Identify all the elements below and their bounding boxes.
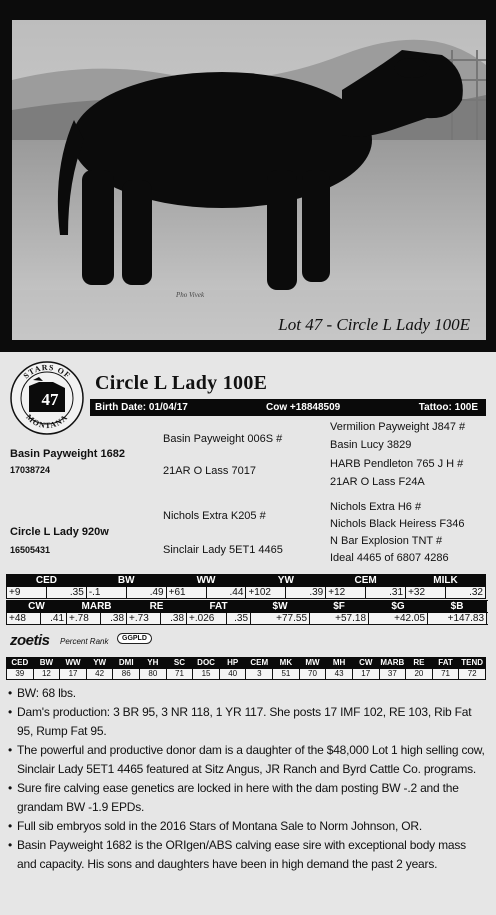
rank-header: MW [299, 658, 326, 669]
lot-number: 47 [41, 390, 59, 409]
rank-value: 40 [219, 669, 246, 680]
note-item: • BW: 68 lbs. [8, 684, 488, 703]
epd-header: FAT [187, 601, 251, 613]
rank-header: YW [86, 658, 113, 669]
index-value: +42.05 [369, 613, 428, 625]
epd-accuracy: .39 [286, 587, 326, 599]
zoetis-row [10, 632, 310, 650]
pedigree-sdd: 21AR O Lass F24A [330, 476, 425, 488]
rank-value: 39 [7, 669, 34, 680]
epd-accuracy: .35 [46, 587, 86, 599]
epd-value: +102 [246, 587, 286, 599]
rank-value: 86 [113, 669, 140, 680]
pedigree-dam-dam: Sinclair Lady 5ET1 4465 [163, 544, 283, 556]
epd-accuracy: .49 [126, 587, 166, 599]
pedigree-ssd: Basin Lucy 3829 [330, 439, 412, 451]
epd-header: CED [7, 575, 87, 587]
pedigree-dss: Nichols Extra H6 # [330, 501, 422, 513]
note-item: • Basin Payweight 1682 is the ORIgen/ABS calving ease sire with exceptional body mass and capacity. His sons and daughters have been in high demand the past 2 years. [8, 836, 488, 874]
rank-header: RE [406, 658, 433, 669]
pedigree-sds: HARB Pendleton 765 J H # [330, 458, 464, 470]
rank-value: 42 [86, 669, 113, 680]
rank-value: 15 [193, 669, 220, 680]
rank-value: 17 [60, 669, 87, 680]
epd-value: +9 [7, 587, 47, 599]
notes-list [8, 684, 488, 874]
epd-accuracy: .31 [366, 587, 406, 599]
index-value: +77.55 [251, 613, 310, 625]
note-item: • The powerful and productive donor dam is a daughter of the $48,000 Lot 1 high selling cow, Sinclair Lady 5ET1 4465 featured at Sitz Angus, JR Ranch and Byrd Cattle Co. programs. [8, 741, 488, 779]
rank-header: CW [352, 658, 379, 669]
epd-value: +.73 [127, 613, 161, 625]
note-item: • Sure fire calving ease genetics are locked in here with the dam posting BW -.2 and the grandam BW -1.9 EPDs. [8, 779, 488, 817]
epd-value: -.1 [86, 587, 126, 599]
rank-value: 80 [140, 669, 167, 680]
index-value: +57.18 [310, 613, 369, 625]
epd-accuracy: .41 [41, 613, 67, 625]
photo-caption: Lot 47 - Circle L Lady 100E [278, 315, 470, 334]
rank-value: 20 [406, 669, 433, 680]
epd-value: +12 [326, 587, 366, 599]
cow-photo [12, 20, 486, 340]
rank-value: 17 [352, 669, 379, 680]
rank-header: YH [140, 658, 167, 669]
birth-date: Birth Date: 01/04/17 [95, 402, 188, 413]
epd-value: +.78 [67, 613, 101, 625]
zoetis-logo: zoetis [10, 632, 50, 649]
cow-photo-image [12, 20, 486, 340]
epd-accuracy: .32 [445, 587, 485, 599]
rank-value: 70 [299, 669, 326, 680]
epd-accuracy: .44 [206, 587, 246, 599]
tattoo: Tattoo: 100E [418, 402, 478, 413]
rank-value: 51 [273, 669, 300, 680]
epd-table-2 [6, 600, 487, 625]
svg-text:STARS OF: STARS OF [21, 362, 73, 381]
epd-header: CEM [326, 575, 406, 587]
epd-accuracy: .38 [161, 613, 187, 625]
index-value: +147.83 [428, 613, 487, 625]
rank-header: DMI [113, 658, 140, 669]
rank-header: BW [33, 658, 60, 669]
epd-value: +48 [7, 613, 41, 625]
pedigree-dam: Circle L Lady 920w [10, 526, 109, 538]
rank-value: 71 [432, 669, 459, 680]
rank-value: 72 [459, 669, 486, 680]
rank-header: WW [60, 658, 87, 669]
percent-rank-label: Percent Rank [60, 637, 109, 646]
epd-value: +61 [166, 587, 206, 599]
pedigree-sss: Vermilion Payweight J847 # [330, 421, 466, 433]
epd-header: $F [310, 601, 369, 613]
epd-accuracy: .38 [101, 613, 127, 625]
epd-header: $B [428, 601, 487, 613]
rank-header: TEND [459, 658, 486, 669]
epd-value: +32 [406, 587, 446, 599]
pedigree-sire: Basin Payweight 1682 [10, 448, 125, 460]
rank-header: MH [326, 658, 353, 669]
pedigree-sire-reg: 17038724 [10, 465, 51, 475]
epd-value: +.026 [187, 613, 227, 625]
rank-header: FAT [432, 658, 459, 669]
epd-header: YW [246, 575, 326, 587]
rank-header: CED [7, 658, 34, 669]
epd-header: RE [127, 601, 187, 613]
epd-header: WW [166, 575, 246, 587]
epd-header: BW [86, 575, 166, 587]
photographer-credit: Pho Vivek [176, 291, 205, 299]
rank-value: 43 [326, 669, 353, 680]
pedigree-ddd: Ideal 4465 of 6807 4286 [330, 552, 449, 564]
rank-header: SC [166, 658, 193, 669]
epd-table-1 [6, 574, 486, 599]
svg-text:MONTANA: MONTANA [24, 412, 70, 431]
pedigree-dds: N Bar Explosion TNT # [330, 535, 443, 547]
pedigree-sire-dam: 21AR O Lass 7017 [163, 465, 256, 477]
pedigree-dam-reg: 16505431 [10, 545, 51, 555]
percent-rank-table [6, 657, 486, 680]
pedigree-sire-sire: Basin Payweight 006S # [163, 433, 283, 445]
rank-header: DOC [193, 658, 220, 669]
rank-header: MARB [380, 658, 405, 667]
rank-header: CEM [246, 658, 273, 669]
epd-header: $W [251, 601, 310, 613]
animal-name: Circle L Lady 100E [95, 372, 268, 394]
cow-registration: Cow +18848509 [266, 402, 341, 413]
rank-value: 12 [33, 669, 60, 680]
epd-header: MARB [67, 601, 127, 613]
note-item: • Full sib embryos sold in the 2016 Stars of Montana Sale to Norm Johnson, OR. [8, 817, 488, 836]
ggpld-badge: GGPLD [117, 633, 152, 644]
pedigree-dam-sire: Nichols Extra K205 # [163, 510, 266, 522]
epd-header: $G [369, 601, 428, 613]
photo-frame [0, 0, 496, 352]
epd-header: CW [7, 601, 67, 613]
info-bar [90, 399, 486, 416]
rank-value: 37 [379, 669, 406, 680]
note-item: • Dam's production: 3 BR 95, 3 NR 118, 1 YR 117. She posts 17 IMF 102, RE 103, Rib Fat 95, Rump Fat 95. [8, 703, 488, 741]
rank-value: 71 [166, 669, 193, 680]
rank-value: 3 [246, 669, 273, 680]
epd-header: MILK [406, 575, 486, 587]
rank-header: HP [219, 658, 246, 669]
pedigree-dsd: Nichols Black Heiress F346 [330, 518, 465, 530]
epd-accuracy: .35 [227, 613, 251, 625]
rank-header: MK [273, 658, 300, 669]
